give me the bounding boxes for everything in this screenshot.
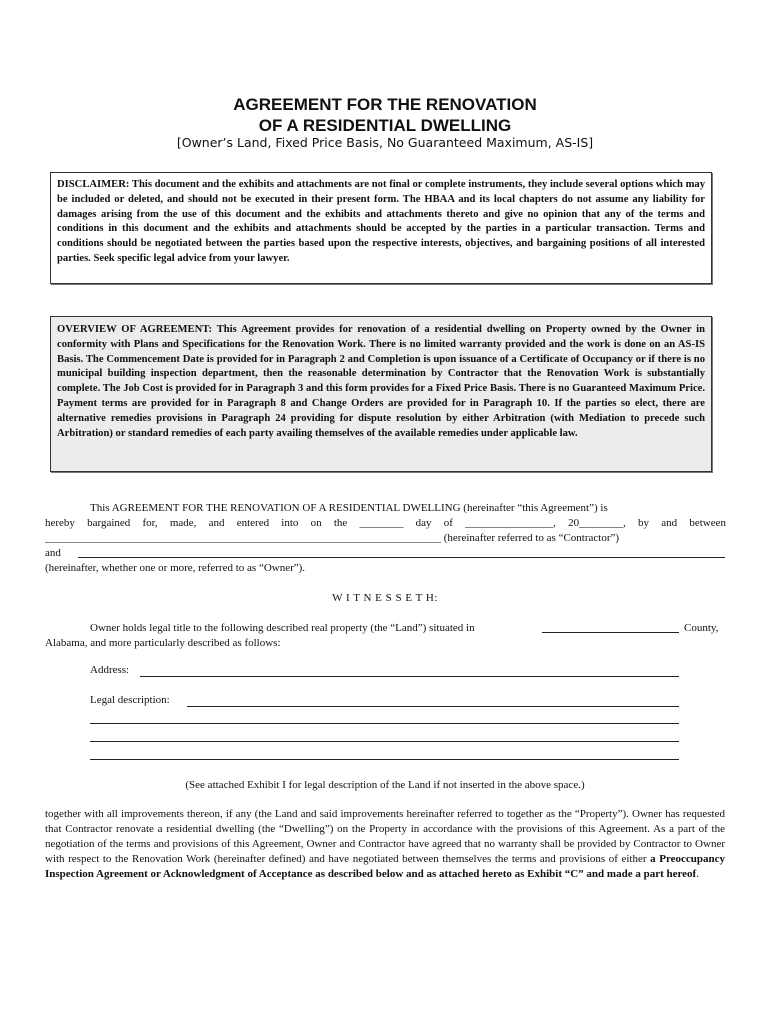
closing-text: together with all improvements thereon, if any (the Land and said improvements hereinafter referred to together as the “Property”). Owner has requested that Contractor renovate a residential dwelling (the “Dwelling”) on the Property in accordance with the provisions of this Agreement. As a part of the negotiation of the terms and provisions of this Agreement, Owner and Contractor have agreed that no warranty shall be provided by Contractor to Owner with respect to the Renovation Work (hereinafter defined) and have negotiated between themselves the terms and provisions of either: [45, 808, 725, 865]
address-field[interactable]: [140, 676, 679, 677]
intro-line-2: hereby bargained for, made, and entered into on the ________ day of ________________, 20________, by and between: [45, 517, 726, 529]
intro-line-1: This AGREEMENT FOR THE RENOVATION OF A RESIDENTIAL DWELLING (hereinafter “this Agreement”) is: [90, 502, 608, 514]
disclaimer-text: DISCLAIMER: This document and the exhibits and attachments are not final or complete instruments, they include several options which may be included or deleted, and should not be executed in their present form. The HBAA and its local chapters do not assume any liability for damages arising from the use of this document and the exhibits and attachments thereto and give no opinion that any of the terms and conditions in this document and the exhibits and attachments should be accepted by the parties in a particular transaction. Terms and conditions should be negotiated between the parties based upon the respective interests, objectives, and bargaining positions of all interested parties. Seek specific legal advice from your lawyer.: [57, 179, 705, 264]
document-title-line-1: AGREEMENT FOR THE RENOVATION: [233, 95, 537, 114]
legal-description-field-2[interactable]: [90, 723, 679, 724]
witnesseth-heading: W I T N E S S E T H:: [332, 592, 438, 604]
county-field[interactable]: [542, 632, 679, 633]
owner-name-field[interactable]: [78, 557, 725, 558]
intro-line-5: (hereinafter, whether one or more, referred to as “Owner”).: [45, 562, 306, 574]
land-line-2: Alabama, and more particularly described as follows:: [45, 637, 281, 649]
document-title-line-2: OF A RESIDENTIAL DWELLING: [258, 116, 512, 135]
legal-description-field-1[interactable]: [187, 706, 679, 707]
closing-period: .: [696, 868, 699, 880]
closing-paragraph: [45, 807, 725, 882]
overview-text: OVERVIEW OF AGREEMENT: This Agreement provides for renovation of a residential dwelling on Property owned by the Owner in conformity with Plans and Specifications for the Renovation Work. There is no limited warranty provided and the work is done on an AS-IS Basis. The Commencement Date is provided for in Paragraph 2 and Completion is upon issuance of a Certificate of Occupancy or if there is no municipal building inspection department, then the reasonable determination by Contractor that the Renovation Work is substantially complete. The Job Cost is provided for in Paragraph 3 and this form provides for a Fixed Price Basis. There is no Guaranteed Maximum Price. Payment terms are provided for in Paragraph 8 and Change Orders are provided for in Paragraph 10. If the parties so elect, there are alternative remedies provisions in Paragraph 24 providing for dispute resolution by either Arbitration (with Mediation to precede such Arbitration) or standard remedies of each party availing themselves of the available remedies under applicable law.: [57, 324, 705, 439]
closing-bold-text: a Preoccupancy Inspection Agreement or Acknowledgment of Acceptance as described below and as attached hereto as Exhibit “C” and made a part hereof: [45, 853, 726, 880]
land-line-1: Owner holds legal title to the following described real property (the “Land”) situated in: [90, 622, 475, 634]
intro-line-3: ________________________________________________________________________ (hereinafter referred to as “Contractor”): [45, 532, 620, 544]
county-label: County,: [684, 622, 719, 634]
exhibit-note: (See attached Exhibit I for legal description of the Land if not inserted in the above space.): [185, 779, 585, 791]
intro-and-label: and: [45, 547, 61, 559]
overview-box: [50, 316, 712, 472]
disclaimer-box: [50, 172, 712, 284]
legal-description-label: Legal description:: [90, 694, 170, 706]
address-label: Address:: [90, 664, 130, 676]
legal-description-field-4[interactable]: [90, 759, 679, 760]
legal-description-field-3[interactable]: [90, 741, 679, 742]
document-subtitle: [Owner’s Land, Fixed Price Basis, No Guaranteed Maximum, AS-IS]: [176, 135, 594, 150]
